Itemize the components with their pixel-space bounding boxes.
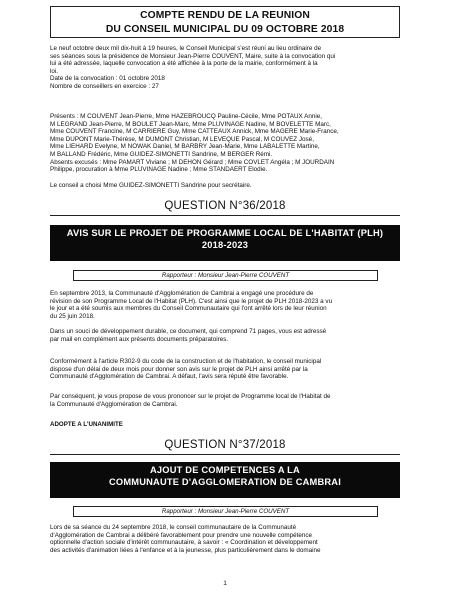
question-37-banner — [50, 462, 400, 498]
text-line: des activités d'animation liées à l'enfance et à la jeunesse, plus particulièrement dans le domaine — [50, 546, 321, 554]
convocation-date: Date de la convocation : 01 octobre 2018 — [50, 75, 165, 83]
text-line: Communauté d'Agglomération de Cambrai. A défaut, l'avis sera réputé être favorable. — [50, 373, 289, 381]
text-line: Lors de sa séance du 24 septembre 2018, le conseil communautaire de la Communauté — [50, 524, 297, 531]
councillor-count: Nombre de conseillers en exercice : 27 — [50, 82, 159, 90]
banner-line2: COMMUNAUTE D'AGGLOMERATION DE CAMBRAI — [108, 476, 342, 487]
report-title-line1: COMPTE RENDU DE LA REUNION — [140, 10, 310, 21]
text-line: loi. — [50, 67, 59, 75]
text-line: lui a été adressée, laquelle convocation a été affichée à la porte de la mairie, conformément à la — [50, 60, 318, 68]
question-36-rapporteur: Rapporteur : Monsieur Jean-Pierre COUVENT — [73, 270, 378, 281]
text-line: par mail en complément aux présents documents préparatoires. — [50, 335, 229, 343]
question-37-rule — [50, 454, 400, 455]
question-36-heading: QUESTION N°36/2018 — [164, 200, 286, 212]
text-line: En septembre 2013, la Communauté d'Agglomération de Cambrai a engagé une procédure de — [50, 290, 314, 297]
text-line: M LEGRAND Jean-Pierre, M BOULET Jean-Marc, Mme PLUVINAGE Nadine, M BOVELETTE Marc, — [50, 120, 331, 128]
text-line: Dans un souci de développement durable, ce document, qui comprend 71 pages, vous est adressé — [50, 328, 327, 335]
q36-paragraph-3 — [50, 358, 400, 381]
text-line: du 25 juin 2018. — [50, 312, 95, 320]
text-line: d'Agglomération de Cambrai a délibéré favorablement pour prendre une nouvelle compétence — [50, 531, 312, 539]
text-line: Mme COUVENT Francine, M CARRIERE Guy, Mme CATTEAUX Annick, Mme MAGERE Marie-France, — [50, 128, 339, 136]
q37-paragraph-1 — [50, 524, 400, 554]
banner-line1: AVIS SUR LE PROJET DE PROGRAMME LOCAL DE L'HABITAT (PLH) — [66, 228, 384, 238]
text-line: ses séances sous la présidence de Monsieur Jean-Pierre COUVENT, Maire, suite à la convocation qui — [50, 52, 336, 60]
q36-paragraph-1 — [50, 290, 400, 320]
text-line: dispose d'un délai de deux mois pour donner son avis sur le projet de PLH ainsi arrêté par la — [50, 365, 308, 373]
page-number: 1 — [223, 580, 227, 587]
text-line: Présents : M COUVENT Jean-Pierre, Mme HAZEBROUCQ Pauline-Cécile, Mme POTAUX Annie, — [50, 113, 323, 120]
q36-vote-result: ADOPTE A L'UNANIMITE — [50, 421, 123, 428]
report-title-line2: DU CONSEIL MUNICIPAL DU 09 OCTOBRE 2018 — [105, 24, 345, 35]
text-line: Mme LIEHARD Evelyne, M NOWAK Daniel, M BARBRY Jean-Marie, Mme LABALETTE Martine, — [50, 143, 320, 151]
q36-paragraph-2 — [50, 328, 400, 343]
report-title-box — [50, 6, 400, 38]
text-line: optionnelle d'action sociale d'intérêt communautaire, à savoir : « Coordination et développement — [50, 539, 318, 547]
question-37-heading: QUESTION N°37/2018 — [164, 439, 286, 451]
secretary-line — [50, 182, 400, 190]
text-line: M BALLAND Frédéric, Mme GUIDEZ-SIMONETTI Sandrine, M BERGER Rémi. — [50, 150, 273, 158]
text-line: Le neuf octobre deux mil dix-huit à 19 heures, le Conseil Municipal s'est réuni au lieu ordinaire de — [50, 45, 322, 52]
question-36-banner — [50, 225, 400, 261]
text-line: le jour et a été soumis aux membres du Conseil Communautaire qui l'ont arrêté lors de leur réunion — [50, 305, 327, 313]
text-line: Mme DUPONT Marie-Thérèse, M DUMONT Christian, M LEVEQUE Pascal, M COUVEZ José, — [50, 135, 314, 143]
text-line: révision de son Programme Local de l'Habitat (PLH). C'est ainsi que le projet de PLH 2018-2023 a vu — [50, 297, 333, 305]
text-line: Par conséquent, je vous propose de vous prononcer sur le projet de Programme local de l'Habitat de — [50, 393, 331, 400]
question-37-rapporteur: Rapporteur : Monsieur Jean-Pierre COUVENT — [73, 506, 378, 517]
question-36-rule — [50, 215, 400, 216]
text-line: Philippe, procuration à Mme PLUVINAGE Nadine ; Mme STANDAERT Elodie. — [50, 166, 268, 174]
q36-paragraph-4 — [50, 393, 400, 408]
attendance-paragraph — [50, 113, 400, 174]
text-line: Absents excusés : Mme PAMART Viviane ; M DEHON Gérard ; Mme COVLET Angéla ; M JOURDAIN — [50, 158, 335, 166]
text-line: Le conseil a choisi Mme GUIDEZ-SIMONETTI Sandrine pour secrétaire. — [50, 182, 252, 189]
banner-line1: AJOUT DE COMPETENCES A LA — [150, 465, 300, 475]
banner-line2: 2018-2023 — [201, 239, 249, 250]
text-line: Conformément à l'article R302-9 du code de la construction et de l'habitation, le conseil municipal — [50, 358, 322, 365]
intro-paragraph — [50, 45, 400, 91]
text-line: la Communauté d'Agglomération de Cambrai. — [50, 400, 178, 408]
